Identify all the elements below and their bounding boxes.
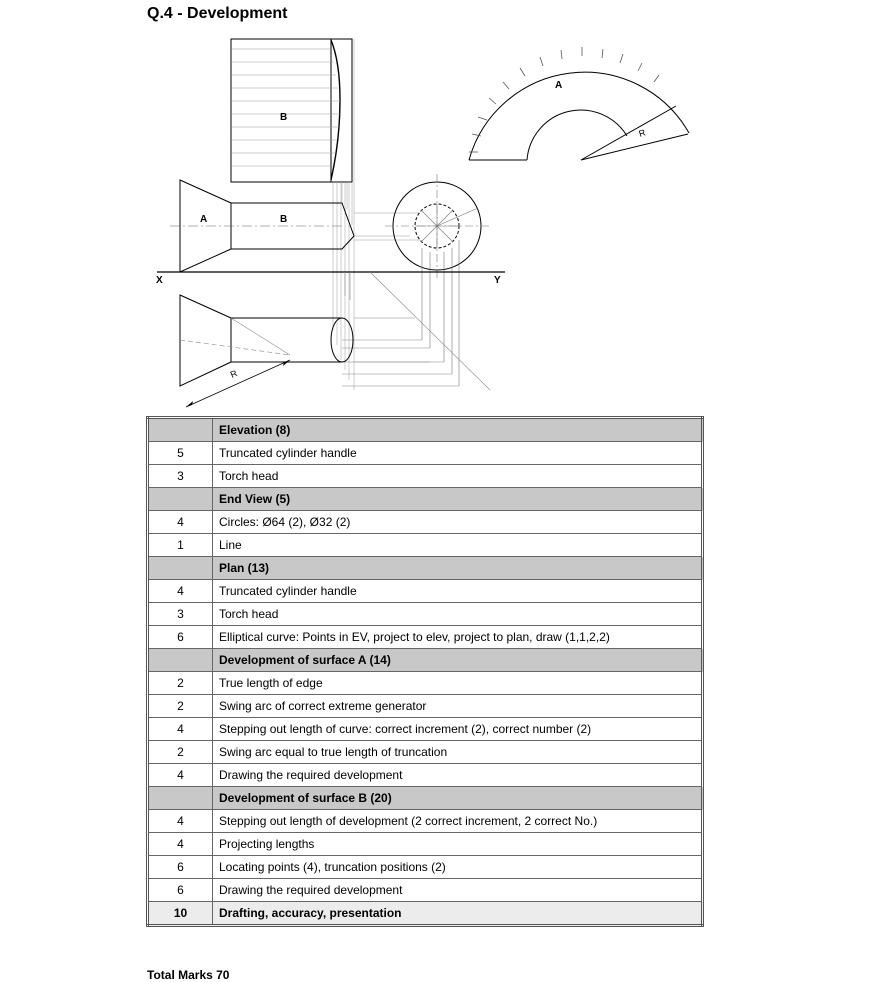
section-header: End View (5): [213, 488, 703, 511]
table-row: [148, 603, 703, 626]
mark-cell: 4: [148, 580, 213, 603]
mark-cell: 2: [148, 741, 213, 764]
plan-view: [180, 295, 353, 407]
section-header-row: [148, 649, 703, 672]
section-header: Development of surface A (14): [213, 649, 703, 672]
mark-cell: 2: [148, 695, 213, 718]
table-row: [148, 741, 703, 764]
table-row: [148, 465, 703, 488]
description-cell: Swing arc of correct extreme generator: [213, 695, 703, 718]
mark-cell: 4: [148, 511, 213, 534]
table-row: [148, 580, 703, 603]
section-header: Elevation (8): [213, 418, 703, 442]
label-a-elevation: A: [200, 214, 208, 225]
section-header-row: [148, 488, 703, 511]
section-header-row: [148, 557, 703, 580]
section-header: Development of surface B (20): [213, 787, 703, 810]
description-cell: Line: [213, 534, 703, 557]
description-cell: Stepping out length of curve: correct increment (2), correct number (2): [213, 718, 703, 741]
description-cell: Drafting, accuracy, presentation: [213, 902, 703, 926]
description-cell: Elliptical curve: Points in EV, project to elev, project to plan, draw (1,1,2,2): [213, 626, 703, 649]
description-cell: Torch head: [213, 465, 703, 488]
label-a-top: A: [555, 80, 563, 91]
table-row: [148, 833, 703, 856]
description-cell: Drawing the required development: [213, 764, 703, 787]
mark-cell: 4: [148, 764, 213, 787]
table-row: [148, 672, 703, 695]
description-cell: Circles: Ø64 (2), Ø32 (2): [213, 511, 703, 534]
page-title: Q.4 - Development: [147, 5, 288, 22]
description-cell: Truncated cylinder handle: [213, 442, 703, 465]
label-r-plan: R: [228, 368, 239, 380]
mark-cell: 4: [148, 833, 213, 856]
mark-cell: 3: [148, 465, 213, 488]
mark-cell: 1: [148, 534, 213, 557]
section-header: Plan (13): [213, 557, 703, 580]
description-cell: Swing arc equal to true length of truncation: [213, 741, 703, 764]
mark-cell: 6: [148, 879, 213, 902]
table-row: [148, 695, 703, 718]
mark-cell: 3: [148, 603, 213, 626]
description-cell: Projecting lengths: [213, 833, 703, 856]
development-a: [469, 47, 689, 160]
mark-cell: 6: [148, 626, 213, 649]
section-header-row: [148, 787, 703, 810]
mark-cell: 4: [148, 810, 213, 833]
description-cell: Locating points (4), truncation positions (2): [213, 856, 703, 879]
description-cell: Truncated cylinder handle: [213, 580, 703, 603]
table-row: [148, 879, 703, 902]
table-row: [148, 810, 703, 833]
technical-drawing: [0, 0, 892, 410]
description-cell: Torch head: [213, 603, 703, 626]
label-y: Y: [494, 275, 501, 286]
table-row: [148, 442, 703, 465]
table-row: [148, 511, 703, 534]
mark-cell: 10: [148, 902, 213, 926]
label-r-development: R: [637, 127, 647, 139]
label-b-top: B: [280, 112, 288, 123]
final-row: [148, 902, 703, 926]
mark-cell: 4: [148, 718, 213, 741]
label-b-elevation: B: [280, 214, 288, 225]
marks-table: [146, 416, 704, 927]
description-cell: Stepping out length of development (2 correct increment, 2 correct No.): [213, 810, 703, 833]
section-header-row: [148, 418, 703, 442]
total-marks: Total Marks 70: [147, 968, 230, 982]
description-cell: True length of edge: [213, 672, 703, 695]
table-row: [148, 534, 703, 557]
table-row: [148, 718, 703, 741]
mark-cell: 6: [148, 856, 213, 879]
mark-cell: 2: [148, 672, 213, 695]
mark-cell: 5: [148, 442, 213, 465]
table-row: [148, 856, 703, 879]
description-cell: Drawing the required development: [213, 879, 703, 902]
table-row: [148, 764, 703, 787]
end-view: [385, 174, 490, 386]
development-b: [228, 39, 354, 390]
elevation-view: [170, 180, 420, 272]
projection-lines: [342, 272, 490, 390]
label-x: X: [156, 275, 163, 286]
table-row: [148, 626, 703, 649]
